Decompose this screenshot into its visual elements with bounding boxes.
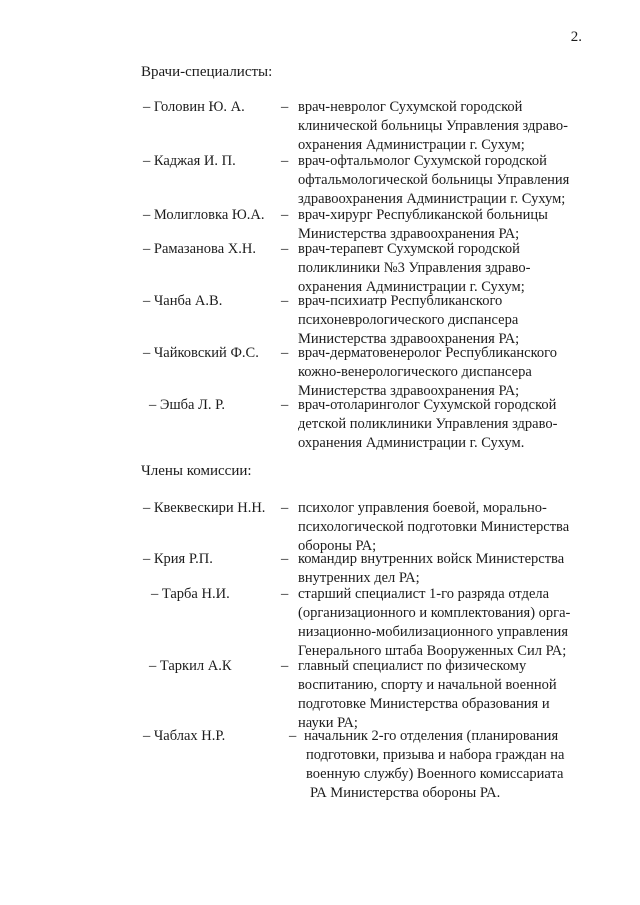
- dash: –: [281, 241, 289, 257]
- desc-line: науки РА;: [298, 715, 358, 731]
- desc-line: врач-терапевт Сухумской городской: [298, 241, 520, 257]
- desc-line: охранения Администрации г. Сухум.: [298, 435, 525, 451]
- member-entry: [143, 657, 603, 733]
- doctor-description: [298, 152, 603, 209]
- desc-line: подготовке Министерства образования и: [298, 696, 550, 712]
- doctor-description: [298, 240, 603, 297]
- doctor-name: – Каджая И. П.: [143, 153, 236, 169]
- dash: –: [289, 728, 297, 744]
- desc-line: старший специалист 1-го разряда отдела: [298, 586, 550, 602]
- doctor-entry: [143, 344, 603, 401]
- desc-line: главный специалист по физическому: [298, 658, 527, 674]
- member-name: – Квеквескири Н.Н.: [143, 500, 266, 516]
- doctor-name: – Чайковский Ф.С.: [143, 345, 259, 361]
- desc-line: низационно-мобилизационного управления: [298, 624, 568, 640]
- doctor-description: [298, 344, 603, 401]
- member-entry: [143, 727, 603, 803]
- member-entry: [143, 585, 603, 661]
- dash: –: [281, 500, 289, 516]
- doctor-entry: [143, 396, 603, 453]
- doctor-name: – Эшба Л. Р.: [149, 397, 226, 413]
- desc-line: кожно-венерологического диспансера: [298, 364, 532, 380]
- doctor-description: [298, 292, 603, 349]
- doctors-heading: Врачи-специалисты:: [141, 64, 273, 80]
- members-heading: Члены комиссии:: [141, 463, 252, 479]
- desc-line: врач-хирург Республиканской больницы: [298, 207, 548, 223]
- doctor-name: – Молигловка Ю.А.: [143, 207, 265, 223]
- desc-line: охранения Администрации г. Сухум;: [298, 279, 525, 295]
- desc-line: Генерального штаба Вооруженных Сил РА;: [298, 643, 567, 659]
- member-entry: [143, 499, 603, 556]
- desc-line: командир внутренних войск Министерства: [298, 551, 565, 567]
- member-entry: [143, 550, 603, 588]
- dash: –: [281, 586, 289, 602]
- desc-line: поликлиники №3 Управления здраво-: [298, 260, 531, 276]
- member-description: [298, 585, 603, 661]
- desc-line: охранения Администрации г. Сухум;: [298, 137, 525, 153]
- desc-line: врач-дерматовенеролог Республиканского: [298, 345, 557, 361]
- desc-line: здравоохранения Администрации г. Сухум;: [298, 191, 566, 207]
- member-description: [304, 727, 603, 803]
- dash: –: [281, 153, 289, 169]
- desc-line: внутренних дел РА;: [298, 570, 420, 586]
- desc-line: Министерства здравоохранения РА;: [298, 226, 520, 242]
- doctor-entry: [143, 292, 603, 349]
- desc-line: РА Министерства обороны РА.: [310, 785, 501, 801]
- desc-line: психоневрологического диспансера: [298, 312, 519, 328]
- member-description: [298, 550, 603, 588]
- dash: –: [281, 207, 289, 223]
- member-description: [298, 657, 603, 733]
- desc-line: офтальмологической больницы Управления: [298, 172, 570, 188]
- doctor-entry: [143, 206, 603, 244]
- desc-line: клинической больницы Управления здраво-: [298, 118, 568, 134]
- desc-line: врач-отоларинголог Сухумской городской: [298, 397, 557, 413]
- doctor-description: [298, 206, 603, 244]
- desc-line: военную службу) Военного комиссариата: [306, 766, 564, 782]
- desc-line: психологической подготовки Министерства: [298, 519, 570, 535]
- desc-line: обороны РА;: [298, 538, 377, 554]
- member-description: [298, 499, 603, 556]
- doctor-name: – Головин Ю. А.: [143, 99, 245, 115]
- dash: –: [281, 658, 289, 674]
- desc-line: врач-психиатр Республиканского: [298, 293, 503, 309]
- doctor-name: – Чанба А.В.: [143, 293, 223, 309]
- page-number: 2.: [570, 29, 582, 45]
- desc-line: Министерства здравоохранения РА;: [298, 331, 520, 347]
- doctor-entry: [143, 240, 603, 297]
- desc-line: Министерства здравоохранения РА;: [298, 383, 520, 399]
- member-name: – Крия Р.П.: [143, 551, 213, 567]
- desc-line: детской поликлиники Управления здраво-: [298, 416, 558, 432]
- desc-line: (организационного и комплектования) орга-: [298, 605, 571, 621]
- dash: –: [281, 551, 289, 567]
- desc-line: подготовки, призыва и набора граждан на: [306, 747, 565, 763]
- member-name: – Чаблах Н.Р.: [143, 728, 226, 744]
- dash: –: [281, 293, 289, 309]
- desc-line: психолог управления боевой, морально-: [298, 500, 547, 516]
- doctor-description: [298, 396, 603, 453]
- doctor-name: – Рамазанова Х.Н.: [143, 241, 256, 257]
- desc-line: врач-офтальмолог Сухумской городской: [298, 153, 547, 169]
- doctor-description: [298, 98, 603, 155]
- dash: –: [281, 397, 289, 413]
- desc-line: врач-невролог Сухумской городской: [298, 99, 523, 115]
- dash: –: [281, 345, 289, 361]
- desc-line: воспитанию, спорту и начальной военной: [298, 677, 557, 693]
- doctor-entry: [143, 98, 603, 155]
- desc-line: начальник 2-го отделения (планирования: [304, 728, 559, 744]
- dash: –: [281, 99, 289, 115]
- member-name: – Таркил А.К: [149, 658, 232, 674]
- member-name: – Тарба Н.И.: [151, 586, 230, 602]
- doctor-entry: [143, 152, 603, 209]
